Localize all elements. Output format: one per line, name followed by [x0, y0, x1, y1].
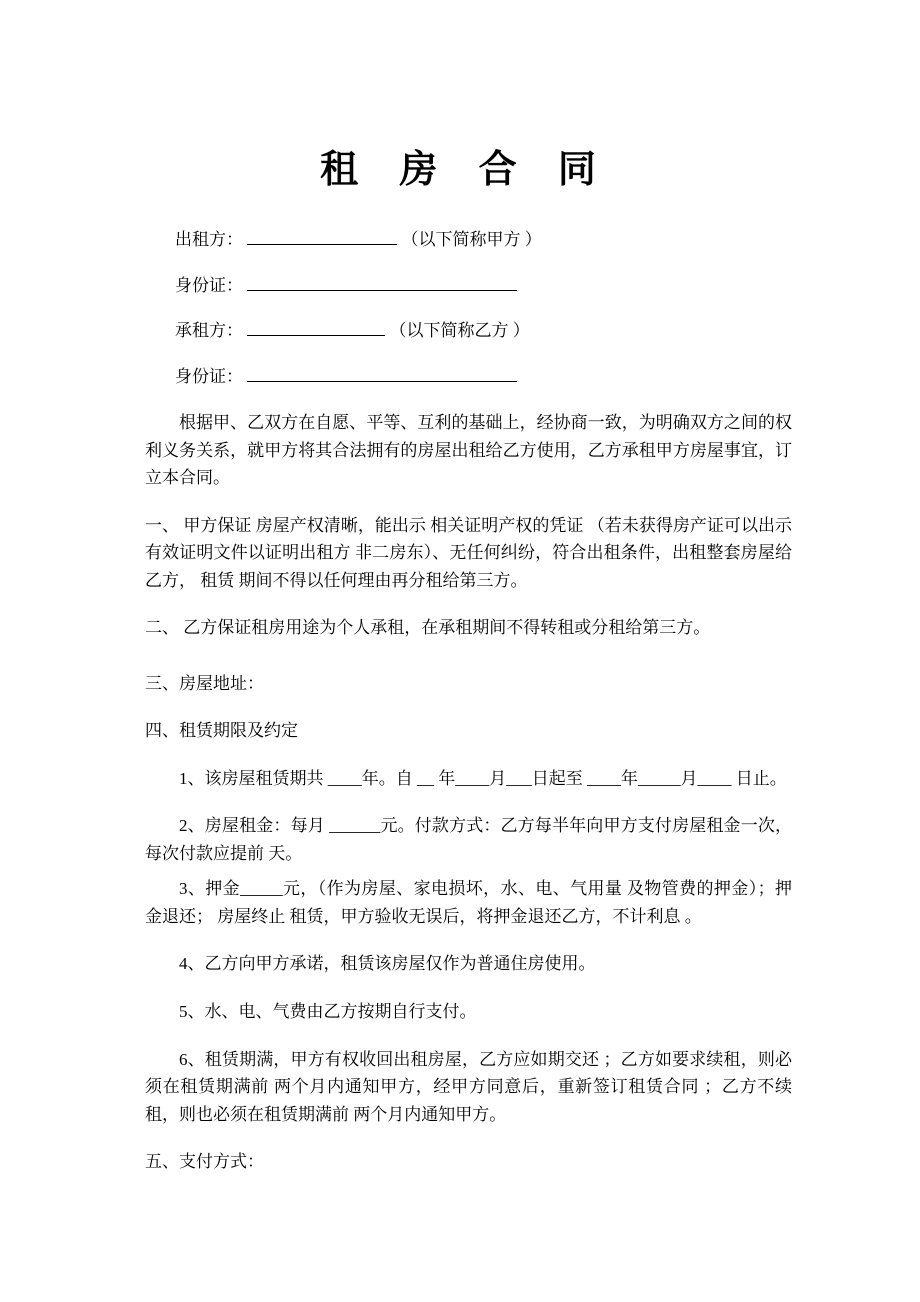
landlord-label: 出租方： — [175, 230, 243, 249]
landlord-suffix: （以下简称甲方 ） — [401, 230, 542, 249]
subclause-4-3: 3、押金_____元，（作为房屋、家电损坏，水、电、气用量 及物管费的押金）；押金退还； 房屋终止 租赁，甲方验收无误后，将押金退还乙方，不计利息 。 — [145, 879, 792, 926]
subclause-4-5: 5、水、电、气费由乙方按期自行支付。 — [179, 1001, 477, 1021]
clause-5-payment: 五、支付方式： — [145, 1152, 264, 1172]
subclause-4-4: 4、乙方向甲方承诺，租赁该房屋仅作为普通住房使用。 — [179, 954, 596, 974]
subclause-4-6: 6、租赁期满，甲方有权收回出租房屋，乙方应如期交还 ；乙方如要求续租，则必 须在租赁期满前 两个月内通知甲方，经甲方同意后，重新签订租赁合同 ；乙方不续租，则也必须在租赁期满前 两个月内通知甲方。 — [145, 1049, 792, 1124]
party-information-block — [0, 227, 920, 389]
preamble-paragraph: 根据甲、乙双方在自愿、平等、互利的基础上，经协商一致，为明确双方之间的权利义务关系，就甲方将其合法拥有的房屋出租给乙方使用，乙方承租甲方房屋事宜，订立本合同。 — [145, 413, 792, 488]
subclause-4-2: 2、房屋租金：每月 ______元。付款方式：乙方每半年向甲方支付房屋租金一次，每次付款应提前 天。 — [145, 816, 792, 863]
tenant-name-blank[interactable] — [247, 335, 385, 336]
tenant-id-label: 身份证： — [175, 366, 243, 386]
party-line-landlord — [175, 227, 920, 253]
party-line-landlord-id — [175, 273, 920, 299]
landlord-id-label: 身份证： — [175, 275, 243, 295]
clause-3-address: 三、房屋地址： — [145, 673, 264, 693]
party-line-tenant — [175, 318, 920, 344]
document-body — [0, 409, 920, 1176]
tenant-label: 承租方： — [175, 321, 243, 340]
clause-2: 二、 乙方保证租房用途为个人承租，在承租期间不得转租或分租给第三方。 — [145, 618, 711, 638]
page-title: 租 房 合 同 — [320, 146, 610, 191]
tenant-id-blank[interactable] — [247, 381, 517, 382]
tenant-suffix: （以下简称乙方 ） — [389, 321, 530, 340]
party-line-tenant-id — [175, 364, 920, 390]
clause-1: 一、 甲方保证 房屋产权清晰，能出示 相关证明产权的凭证 （若未获得房产证可以出示有效证明文件以证明出租方 非二房东）、无任何纠纷，符合出租条件，出租整套房屋给乙方， 租赁 期间不得以任何理由再分租给第三方。 — [145, 515, 792, 590]
clause-4-term: 四、租赁期限及约定 — [145, 721, 298, 741]
subclause-4-1: 1、该房屋租赁期共 ____年。自 __ 年____月___日起至 ____年_____月____ 日止。 — [179, 768, 787, 788]
landlord-id-blank[interactable] — [247, 290, 517, 291]
landlord-name-blank[interactable] — [247, 244, 397, 245]
